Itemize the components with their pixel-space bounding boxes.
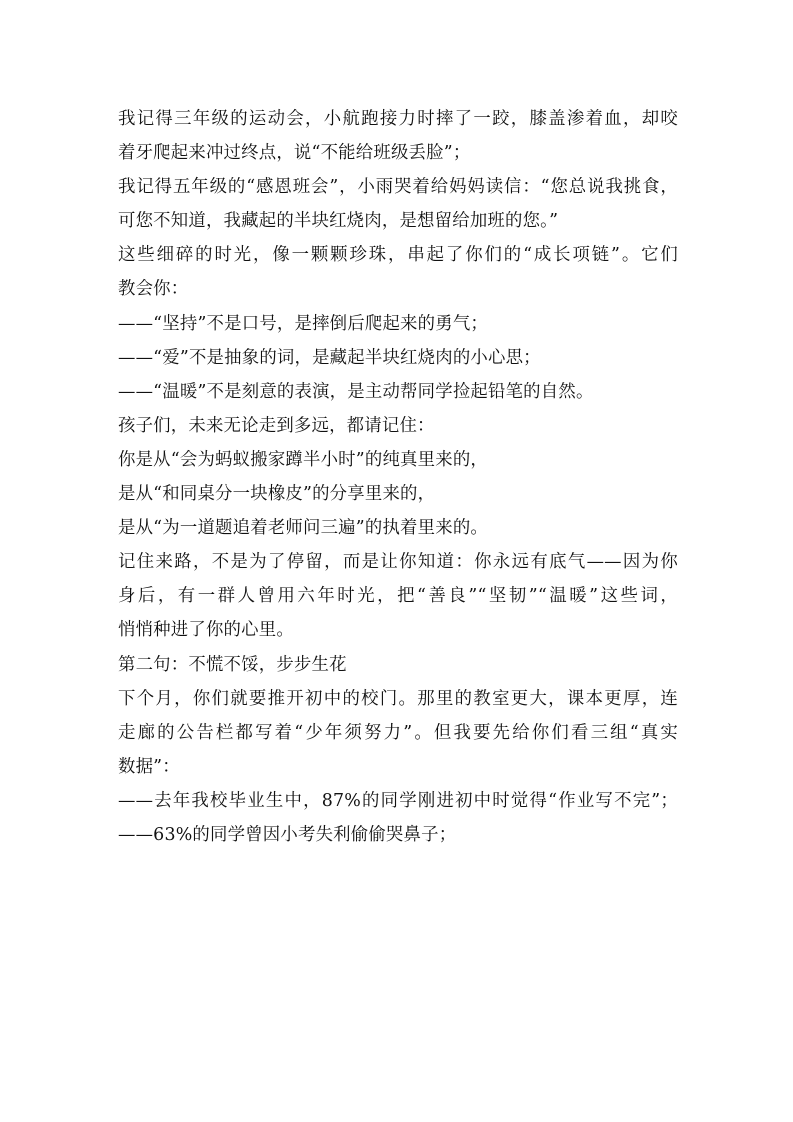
paragraph-line: 是从“为一道题追着老师问三遍”的执着里来的。 <box>118 518 488 539</box>
document-body <box>118 102 678 852</box>
paragraph-line: 可您不知道，我藏起的半块红烧肉，是想留给加班的您。” <box>118 211 559 232</box>
paragraph-line: 悄悄种进了你的心里。 <box>118 620 294 641</box>
paragraph-line: 是从“和同桌分一块橡皮”的分享里来的， <box>118 484 436 505</box>
paragraph-line: ——去年我校毕业生中，87%的同学刚进初中时觉得“作业写不完”； <box>118 790 678 811</box>
paragraph-line: 教会你： <box>118 279 189 300</box>
paragraph-line: ——63%的同学曾因小考失利偷偷哭鼻子； <box>118 824 457 845</box>
paragraph-line: 我记得三年级的运动会，小航跑接力时摔了一跤，膝盖渗着血，却咬 <box>118 109 678 129</box>
paragraph-line: ——“爱”不是抽象的词，是藏起半块红烧肉的小心思； <box>118 347 541 368</box>
paragraph-line: 身后，有一群人曾用六年时光，把“善良”“坚韧”“温暖”这些词， <box>118 586 678 607</box>
paragraph-line: 我记得五年级的“感恩班会”，小雨哭着给妈妈读信：“您总说我挑食， <box>118 177 678 198</box>
paragraph-line: 着牙爬起来冲过终点，说“不能给班级丢脸”； <box>118 143 471 164</box>
paragraph-line: 这些细碎的时光，像一颗颗珍珠，串起了你们的“成长项链”。它们 <box>118 245 678 266</box>
paragraph-line: 数据”： <box>118 756 180 777</box>
paragraph-line: 第二句：不慌不馁，步步生花 <box>118 654 347 675</box>
paragraph-line: 下个月，你们就要推开初中的校门。那里的教室更大，课本更厚，连 <box>118 688 678 709</box>
paragraph-line: 孩子们，未来无论走到多远，都请记住： <box>118 415 435 436</box>
paragraph-line: ——“温暖”不是刻意的表演，是主动帮同学捡起铅笔的自然。 <box>118 381 594 402</box>
paragraph-line: 走廊的公告栏都写着“少年须努力”。但我要先给你们看三组“真实 <box>118 722 678 743</box>
paragraph-line: ——“坚持”不是口号，是摔倒后爬起来的勇气； <box>118 313 488 334</box>
paragraph-line: 你是从“会为蚂蚁搬家蹲半小时”的纯真里来的， <box>118 449 488 470</box>
paragraph-line: 记住来路，不是为了停留，而是让你知道：你永远有底气——因为你 <box>118 552 678 573</box>
